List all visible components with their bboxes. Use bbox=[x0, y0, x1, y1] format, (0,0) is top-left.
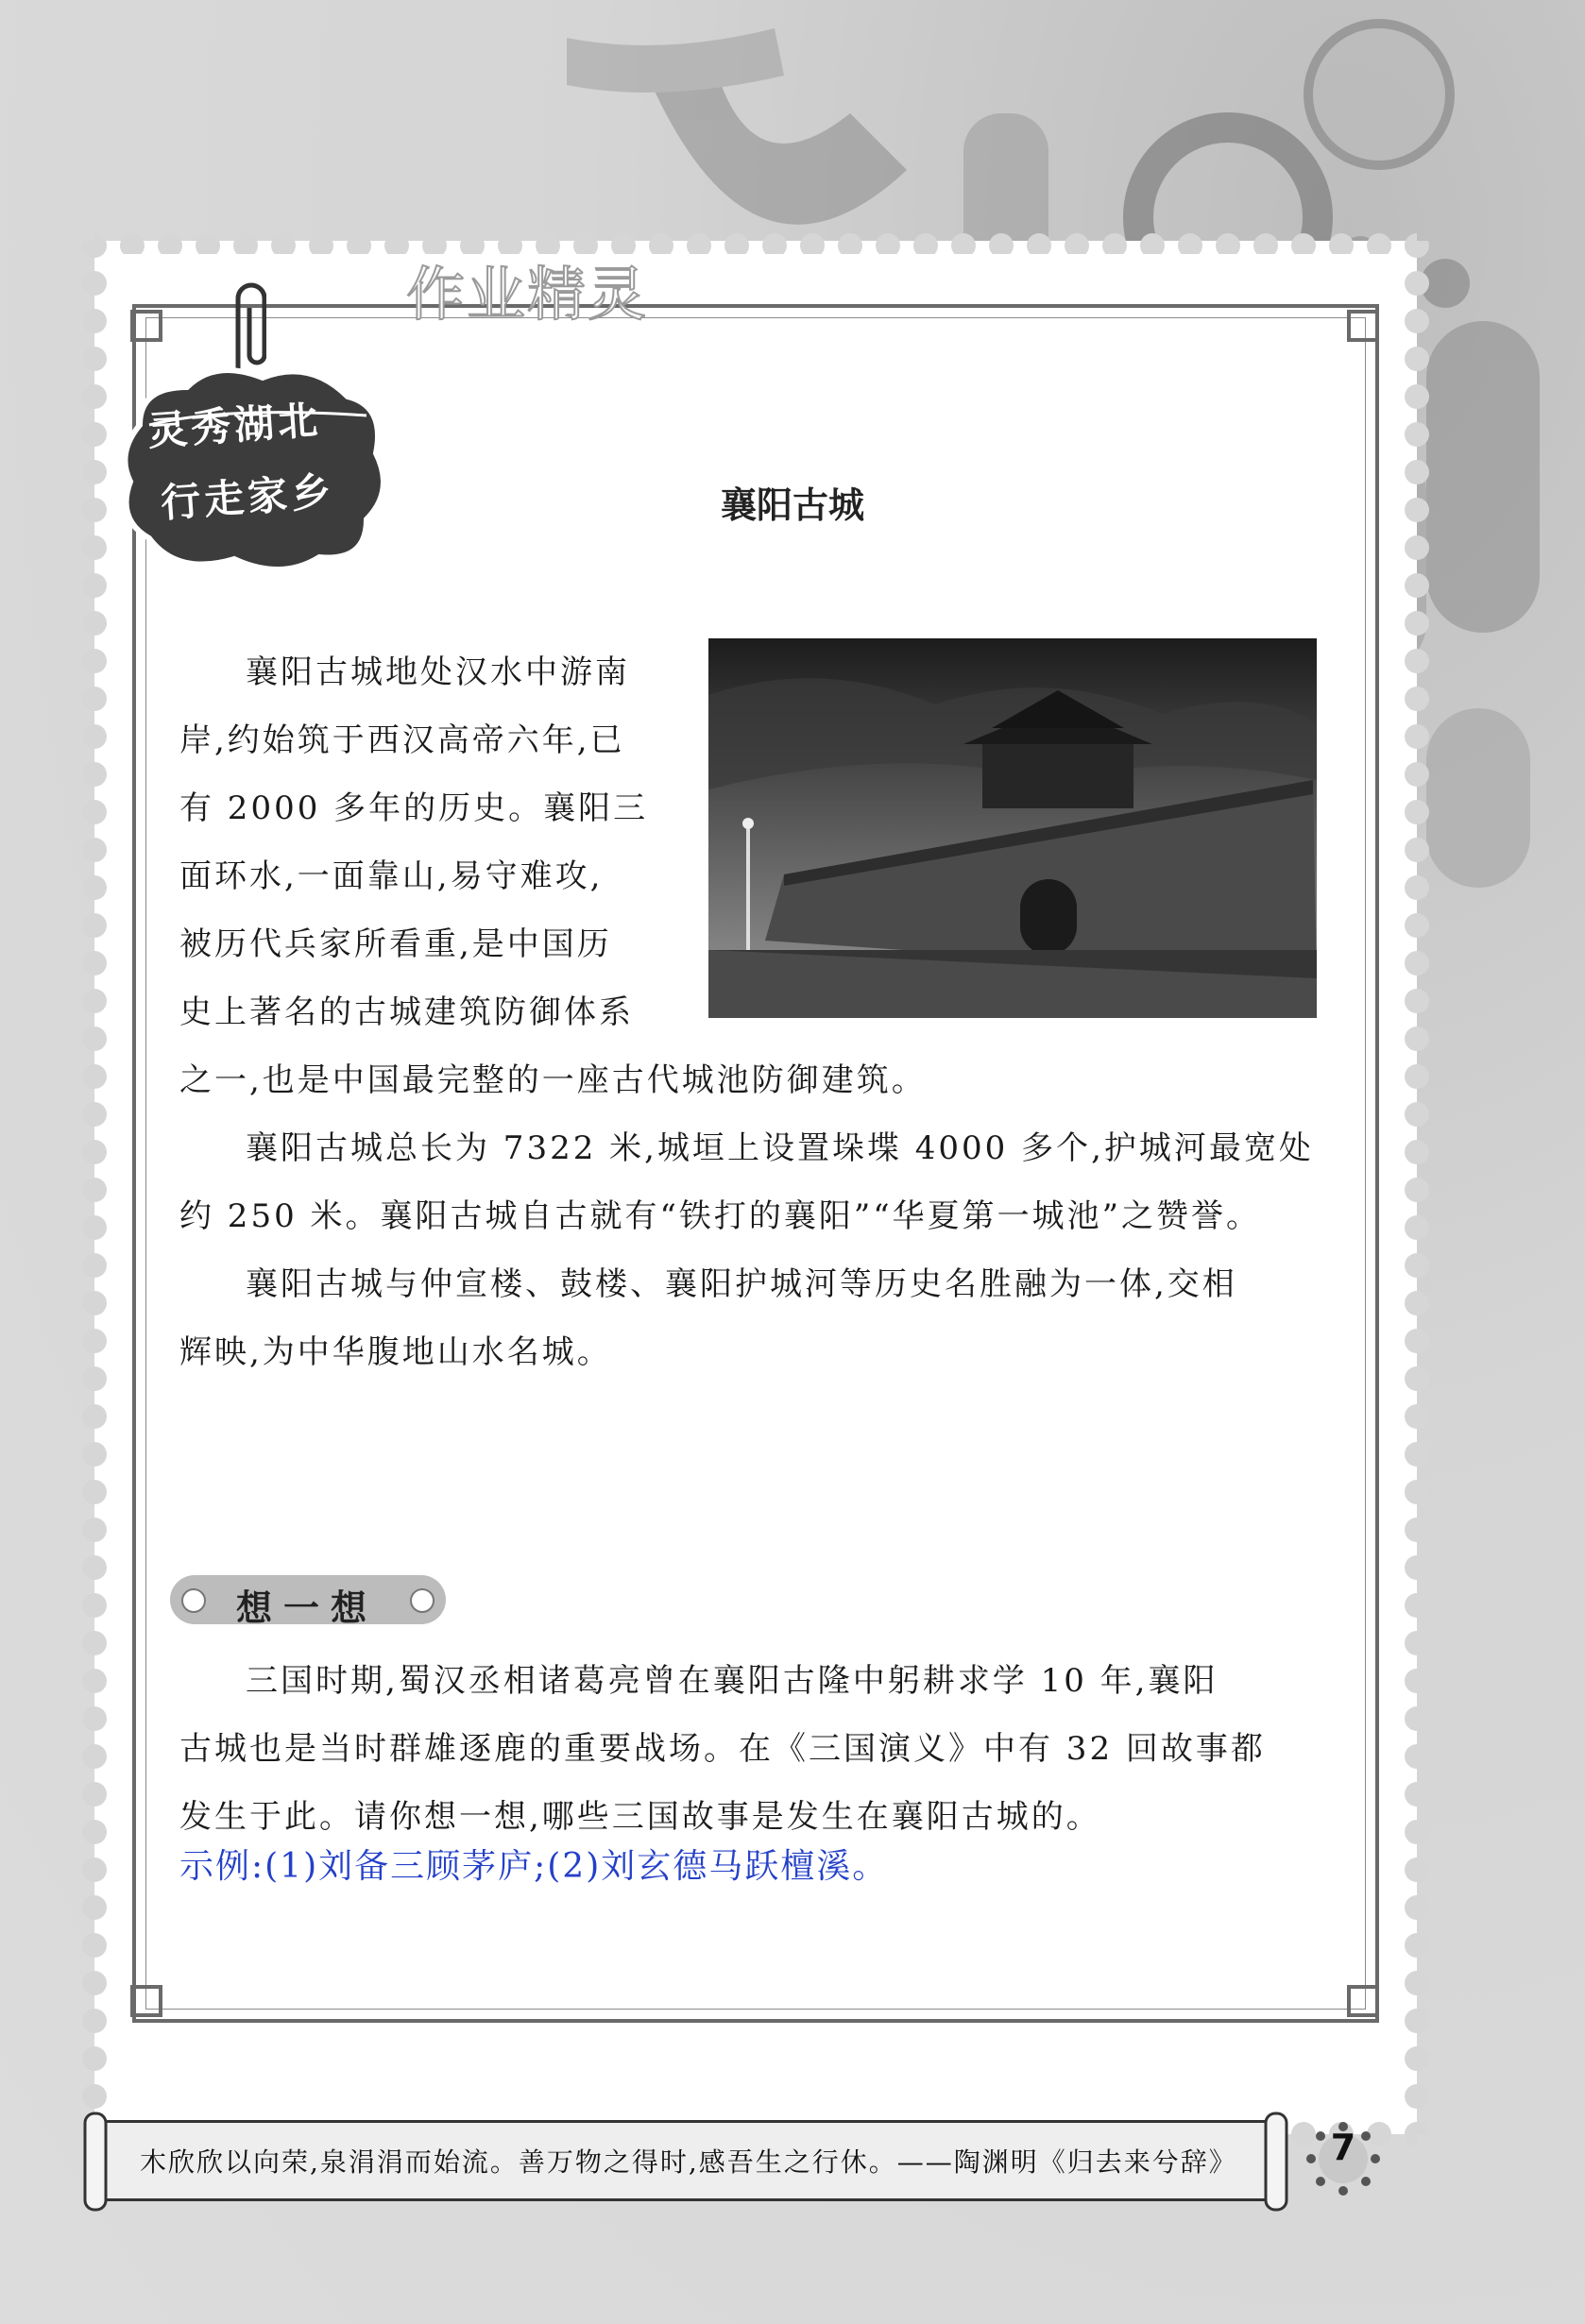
page-number: 7 bbox=[1330, 2127, 1356, 2168]
intro-line: 史上著名的古城建筑防御体系 bbox=[179, 993, 634, 1031]
intro-line: 之一,也是中国最完整的一座古代城池防御建筑。 bbox=[179, 1061, 927, 1099]
pill-dot bbox=[181, 1588, 206, 1613]
question-line: 发生于此。请你想一想,哪些三国故事是发生在襄阳古城的。 bbox=[179, 1798, 1101, 1836]
think-label: 想一想 bbox=[236, 1587, 379, 1629]
badge-line-2: 行走家乡 bbox=[159, 467, 336, 527]
intro-line: 被历代兵家所看重,是中国历 bbox=[179, 925, 612, 963]
length-line: 约 250 米。襄阳古城自古就有“铁打的襄阳”“华夏第一城池”之赞誉。 bbox=[179, 1197, 1262, 1235]
scenery-line: 辉映,为中华腹地山水名城。 bbox=[179, 1333, 612, 1371]
page-title: 襄阳古城 bbox=[720, 484, 864, 526]
city-gate-photo bbox=[708, 638, 1317, 1018]
intro-line: 面环水,一面靠山,易守难攻, bbox=[179, 857, 604, 895]
question-line: 三国时期,蜀汉丞相诸葛亮曾在襄阳古隆中躬耕求学 10 年,襄阳 bbox=[246, 1662, 1219, 1700]
watermark: 作业精灵 bbox=[406, 260, 649, 329]
intro-line: 岸,约始筑于西汉高帝六年,已 bbox=[179, 721, 625, 759]
handwritten-answer: 示例:(1)刘备三顾茅庐;(2)刘玄德马跃檀溪。 bbox=[179, 1847, 889, 1886]
scenery-line: 襄阳古城与仲宣楼、鼓楼、襄阳护城河等历史名胜融为一体,交相 bbox=[246, 1265, 1237, 1303]
intro-line: 襄阳古城地处汉水中游南 bbox=[246, 653, 630, 691]
footer-quote: 木欣欣以向荣,泉涓涓而始流。善万物之得时,感吾生之行休。——陶渊明《归去来兮辞》 bbox=[140, 2146, 1237, 2178]
length-line: 襄阳古城总长为 7322 米,城垣上设置垛堞 4000 多个,护城河最宽处 bbox=[246, 1129, 1314, 1167]
intro-line: 有 2000 多年的历史。襄阳三 bbox=[179, 789, 649, 827]
question-line: 古城也是当时群雄逐鹿的重要战场。在《三国演义》中有 32 回故事都 bbox=[179, 1730, 1266, 1768]
badge-line-1: 灵秀湖北 bbox=[145, 396, 323, 455]
pill-dot bbox=[410, 1588, 435, 1613]
badge-cloud bbox=[111, 349, 395, 576]
